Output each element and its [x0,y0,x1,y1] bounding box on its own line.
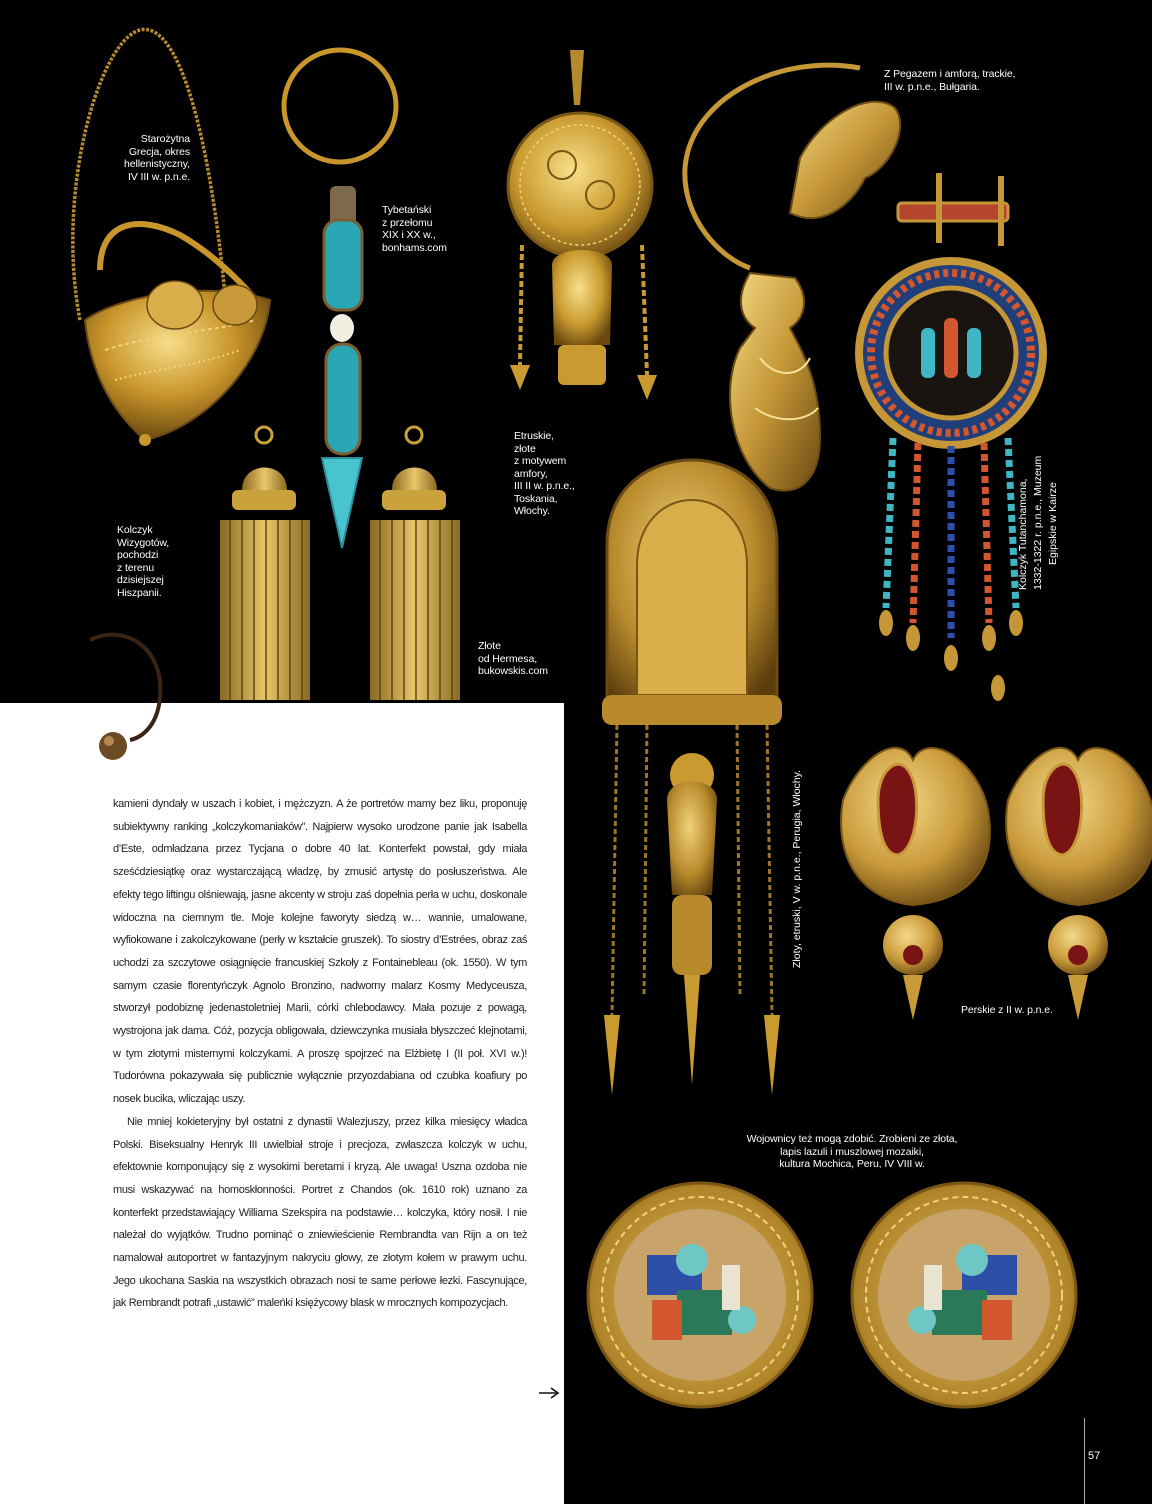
greek-earring-illustration [60,20,290,460]
caption-tibetan: Tybetański z przełomu XIX i XX w., bonhams.com [382,204,447,254]
article-paragraph-1: kamieni dyndały w uszach i kobiet, i mężczyzn. A że portretów mamy bez liku, proponuję subiektywny ranking „kolczykomaniaków”. Najpierw wysoko urodzone panie jak Isabella d’Este, odmładzana przez Tycjana o dobre 40 lat. Konterfekt powstał, gdy miała sześćdziesiątkę oraz wystarczającą władzę, by zmusić artystę do posłuszeństwa. Ale efekty tego liftingu olśniewają, jasne akcenty w stroju zaś dopełnia perła w uchu, doskonale widoczna na ciemnym tle. Moje kolejne faworyty siedzą w… wannie, umalowane, wyfiokowane i zakolczykowane (perły w kształcie gruszek). To siostry d’Estrées, obraz zaś uchodzi za szczytowe osiągnięcie francuskiej Szkoły z Fontainebleau (ok. 1550). W tym samym czasie florentyńczyk Agnolo Bronzino, nadworny malarz Kosmy Medyceusza, stworzył podobiznę jedenastoletniej Marii, córki chlebodawcy. Mała pozuje z powagą, wystrojona jak dama. Cóż, pozycja obligowała, dziewczynka musiała błyszczeć klejnotami, w tym złotymi misternymi kolczykami. A proszę spojrzeć na Elżbietę I (II poł. XVI w.)! Tudorówna pokazywała się publicznie wyłącznie przyozdabiana od czubka koafiury po nosek bucika, wliczając uszy. [113,798,527,1106]
caption-tutankhamun-line2: 1332-1322 r. p.n.e., Muzeum [1032,455,1044,590]
caption-greek: Starożytna Grecja, okres hellenistyczny, IV III w. p.n.e. [123,133,190,183]
caption-etruscan-amphora: Etruskie, złote z motywem amfory, III II w. p.n.e., Toskania, Włochy. [514,430,575,517]
hermes-earrings-illustration [212,420,472,705]
caption-tutankhamun-line1: Kolczyk Tutanchamona, [1017,478,1029,590]
caption-hermes: Złote od Hermesa, bukowskis.com [478,640,548,677]
etruscan-amphora-earring-illustration [492,45,682,415]
page-number-rule [1084,1418,1085,1504]
caption-visigoth: Kolczyk Wizygotów, pochodzi z terenu dzisiejszej Hiszpanii. [117,524,170,599]
visigoth-earring-illustration [85,628,175,768]
caption-persian: Perskie z II w. p.n.e. [961,1004,1053,1016]
article-paragraph-2: Nie mniej kokieteryjny był ostatni z dynastii Walezjuszy, przez kilka miesięcy władca Polski. Biseksualny Henryk III uwielbiał stroje i precjoza, zwłaszcza kolczyk w uchu, efektownie komponujący się z wysokimi beretami i kryzą. Ale uwaga! Uszna ozdoba nie musi wskazywać na homoskłonności. Portret z Chandos (ok. 1610 rok) uznano za konterfekt przedstawiający Williama Szekspira na podstawie… kolczyka, który nosił. I nie należał do wyjątków. Trudno pominąć o zniewieścienie Rembrandta van Rijn a on też namalował autoportret w fantazyjnym nakryciu głowy, ze złotym kołem w prawym uchu. Jego ukochana Saskia na wszystkich obrazach nosi te same perłowe łezki. Fascynujące, jak Rembrandt potrafi „ustawić” maleńki księżycowy blask w mrocznych kompozycjach. [113,1115,527,1310]
arrow-right-icon [538,1386,560,1400]
page-number: 57 [1088,1450,1101,1462]
article-body [113,793,527,1315]
tutankhamun-earring-illustration [858,168,1048,713]
caption-tutankhamun-line3: Egipskie w Kairze [1047,482,1059,565]
caption-pegasus: Z Pegazem i amforą, trackie, III w. p.n.e., Bułgaria. [884,68,1016,93]
moche-ear-ornaments-illustration [582,1180,1082,1410]
caption-moche: Wojownicy też mogą zdobić. Zrobieni ze złota, lapis lazuli i muszlowej mozaiki, kultura Mochica, Peru, IV VIII w. [746,1133,958,1170]
persian-earrings-illustration [838,730,1152,1030]
etruscan-perugia-earring-illustration [592,455,792,1100]
caption-etruscan-perugia: Złoty, etruski, V w. p.n.e., Perugia, Włochy. [791,769,803,968]
